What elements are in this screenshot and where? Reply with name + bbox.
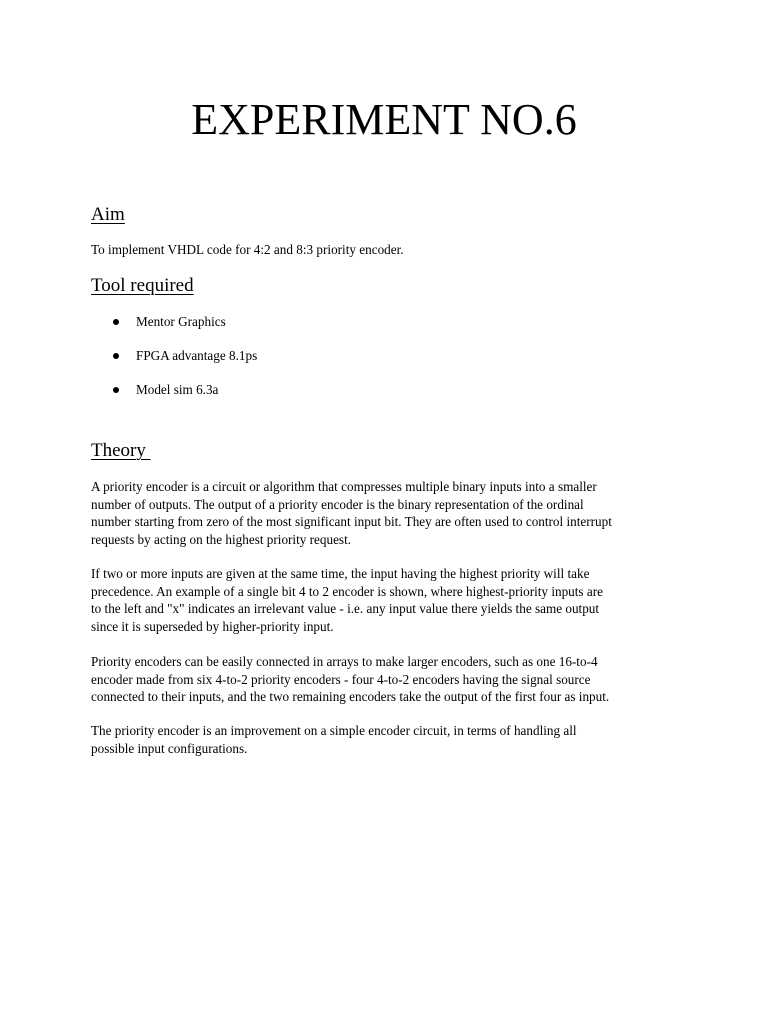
text-line: encoder made from six 4-to-2 priority encoders - four 4-to-2 encoders having the signal source <box>91 671 591 687</box>
text-line: precedence. An example of a single bit 4 to 2 encoder is shown, where highest-priority inputs are <box>91 583 603 599</box>
list-item <box>91 313 257 347</box>
text-line: The priority encoder is an improvement on a simple encoder circuit, in terms of handling all <box>91 723 577 738</box>
text-line: possible input configurations. <box>91 740 248 756</box>
theory-paragraph <box>91 722 691 757</box>
theory-heading <box>91 439 151 463</box>
text-line: number starting from zero of the most significant input bit. They are often used to control interrupt <box>91 514 612 529</box>
list-item <box>91 347 257 381</box>
text-line: A priority encoder is a circuit or algorithm that compresses multiple binary inputs into a smaller <box>91 479 597 494</box>
text-line: Priority encoders can be easily connected in arrays to make larger encoders, such as one 16-to-4 <box>91 654 598 669</box>
text-line: to the left and "x" indicates an irrelevant value - i.e. any input value there yields the same output <box>91 601 600 616</box>
page-title: EXPERIMENT NO.6 <box>191 95 577 144</box>
tool-list <box>91 313 257 415</box>
theory-heading-text: Theory <box>91 440 146 461</box>
bullet-icon <box>113 319 119 325</box>
bullet-icon <box>113 387 119 393</box>
aim-heading: Aim <box>91 204 125 225</box>
theory-paragraph <box>91 653 691 706</box>
text-line: since it is superseded by higher-priority input. <box>91 618 334 634</box>
tool-required-heading: Tool required <box>91 275 194 296</box>
tool-item-label: Mentor Graphics <box>136 314 226 329</box>
theory-paragraph <box>91 565 691 635</box>
aim-text: To implement VHDL code for 4:2 and 8:3 priority encoder. <box>91 242 404 257</box>
text-line: connected to their inputs, and the two remaining encoders take the output of the first four as input. <box>91 689 610 704</box>
text-line: If two or more inputs are given at the same time, the input having the highest priority will take <box>91 566 590 581</box>
text-line: number of outputs. The output of a priority encoder is the binary representation of the ordinal <box>91 496 584 512</box>
text-line: requests by acting on the highest priority request. <box>91 531 352 547</box>
tool-item-label: FPGA advantage 8.1ps <box>136 348 258 363</box>
tool-item-label: Model sim 6.3a <box>136 382 219 397</box>
theory-paragraph <box>91 478 691 548</box>
bullet-icon <box>113 353 119 359</box>
list-item <box>91 381 257 415</box>
